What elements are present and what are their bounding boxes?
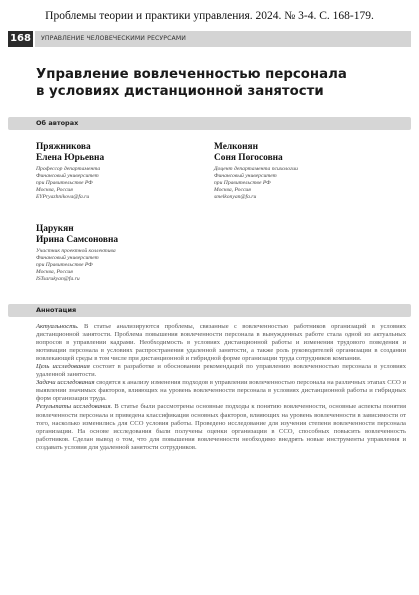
- author-affiliation: [36, 248, 196, 283]
- paragraph-lead: Результаты исследования.: [36, 403, 113, 411]
- affiliation-line: Москва, Россия: [36, 269, 73, 275]
- affiliation-line: Москва, Россия: [214, 187, 251, 193]
- paragraph-text: В статье анализируются проблемы, связанные с вовлеченностью работников организаций в условиях дистанционной занятости. Проблема повышения вовлеченности персонала в вынужденных работе стала одной из актуальных вопросов в управлении кадрами. Необходимость в условиях дистанционной работы и изменения трудового поведения и мотивации персонала в условиях распространения удаленной занятости, а также роль руководителей организации в создании вовлекающей среды в том числе при дистанционной и гибридной форме организации труда сотрудников компании.: [36, 323, 406, 363]
- abstract-paragraph: [36, 403, 406, 451]
- article-title-line-1: Управление вовлеченностью персонала: [36, 67, 347, 82]
- author-given-name: Ирина Самсоновна: [36, 235, 119, 245]
- author-name: [36, 142, 196, 164]
- author-affiliation: [214, 166, 374, 201]
- paragraph-lead: Актуальность.: [36, 323, 79, 330]
- abstract-paragraph: [36, 323, 406, 363]
- author-card-3: [36, 224, 196, 283]
- affiliation-line: Финансовый университет: [214, 173, 277, 179]
- paragraph-text: состоит в разработке и обосновании рекомендаций по управлению вовлеченностью персонала в условиях удаленной занятости.: [36, 363, 406, 379]
- author-name: [36, 224, 196, 246]
- author-given-name: Елена Юрьевна: [36, 153, 105, 163]
- abstract-section-label: Аннотация: [36, 306, 77, 314]
- affiliation-line: Финансовый университет: [36, 173, 99, 179]
- affiliation-line: при Правительстве РФ: [36, 180, 93, 186]
- author-surname: Царукян: [36, 224, 74, 234]
- affiliation-line: Финансовый университет: [36, 255, 99, 261]
- affiliation-line: Профессор департамента: [36, 166, 101, 172]
- paragraph-lead: Цель исследования: [36, 363, 90, 371]
- abstract-body: [36, 323, 406, 452]
- author-surname: Мелконян: [214, 142, 258, 152]
- author-email: smelkonyan@fa.ru: [214, 194, 257, 200]
- author-name: [214, 142, 374, 164]
- section-heading-strip: УПРАВЛЕНИЕ ЧЕЛОВЕЧЕСКИМИ РЕСУРСАМИ: [35, 31, 411, 47]
- author-affiliation: [36, 166, 196, 201]
- authors-section-bar: [8, 117, 411, 130]
- affiliation-line: Москва, Россия: [36, 187, 73, 193]
- author-email: ISTsarukyan@fa.ru: [36, 276, 80, 282]
- abstract-section-bar: [8, 304, 411, 317]
- journal-reference: Проблемы теории и практики управления. 2024. № 3-4. С. 168-179.: [45, 10, 374, 22]
- author-surname: Пряжникова: [36, 142, 91, 152]
- paragraph-text: сводятся к анализу изменения подходов в управлении вовлеченностью персонала на различных этапах ССО и выявлении значимых факторов, влияющих на уровень вовлеченности персонала в условиях дистанционной работы и гибридных форм организации труда.: [36, 379, 406, 403]
- affiliation-line: при Правительстве РФ: [214, 180, 271, 186]
- author-card-1: [36, 142, 196, 201]
- article-title: [36, 66, 396, 100]
- author-card-2: [214, 142, 374, 201]
- page-number: 168: [8, 31, 33, 47]
- abstract-paragraph: [36, 363, 406, 379]
- paragraph-lead: Задачи исследования: [36, 379, 95, 387]
- affiliation-line: при Правительстве РФ: [36, 262, 93, 268]
- author-email: EYPryazhnikova@fa.ru: [36, 194, 90, 200]
- authors-section-label: Об авторах: [36, 119, 79, 127]
- affiliation-line: Доцент департамента психологии: [214, 166, 298, 172]
- article-title-line-2: в условиях дистанционной занятости: [36, 84, 324, 99]
- affiliation-line: Участник проектной коллектива: [36, 248, 116, 254]
- author-given-name: Соня Погосовна: [214, 153, 283, 163]
- abstract-paragraph: [36, 379, 406, 403]
- paragraph-text: В статье были рассмотрены основные подходы к понятию вовлеченности, основные аспекты понятия вовлеченности персонала и приведена классификация основных факторов, влияющих на уровень вовлеченности в зависимости от того, насколько изменились для ССО условия работы. Проведено исследование для изучения степени вовлеченности персонала организации. На основе исследования были получены оценки организации в ССО, способных повысить вовлеченность работников. Сделан вывод о том, что для повышения вовлеченности необходимо внедрять новые инструменты управления и создавать условия для удаленной занятости сотрудников.: [36, 403, 406, 451]
